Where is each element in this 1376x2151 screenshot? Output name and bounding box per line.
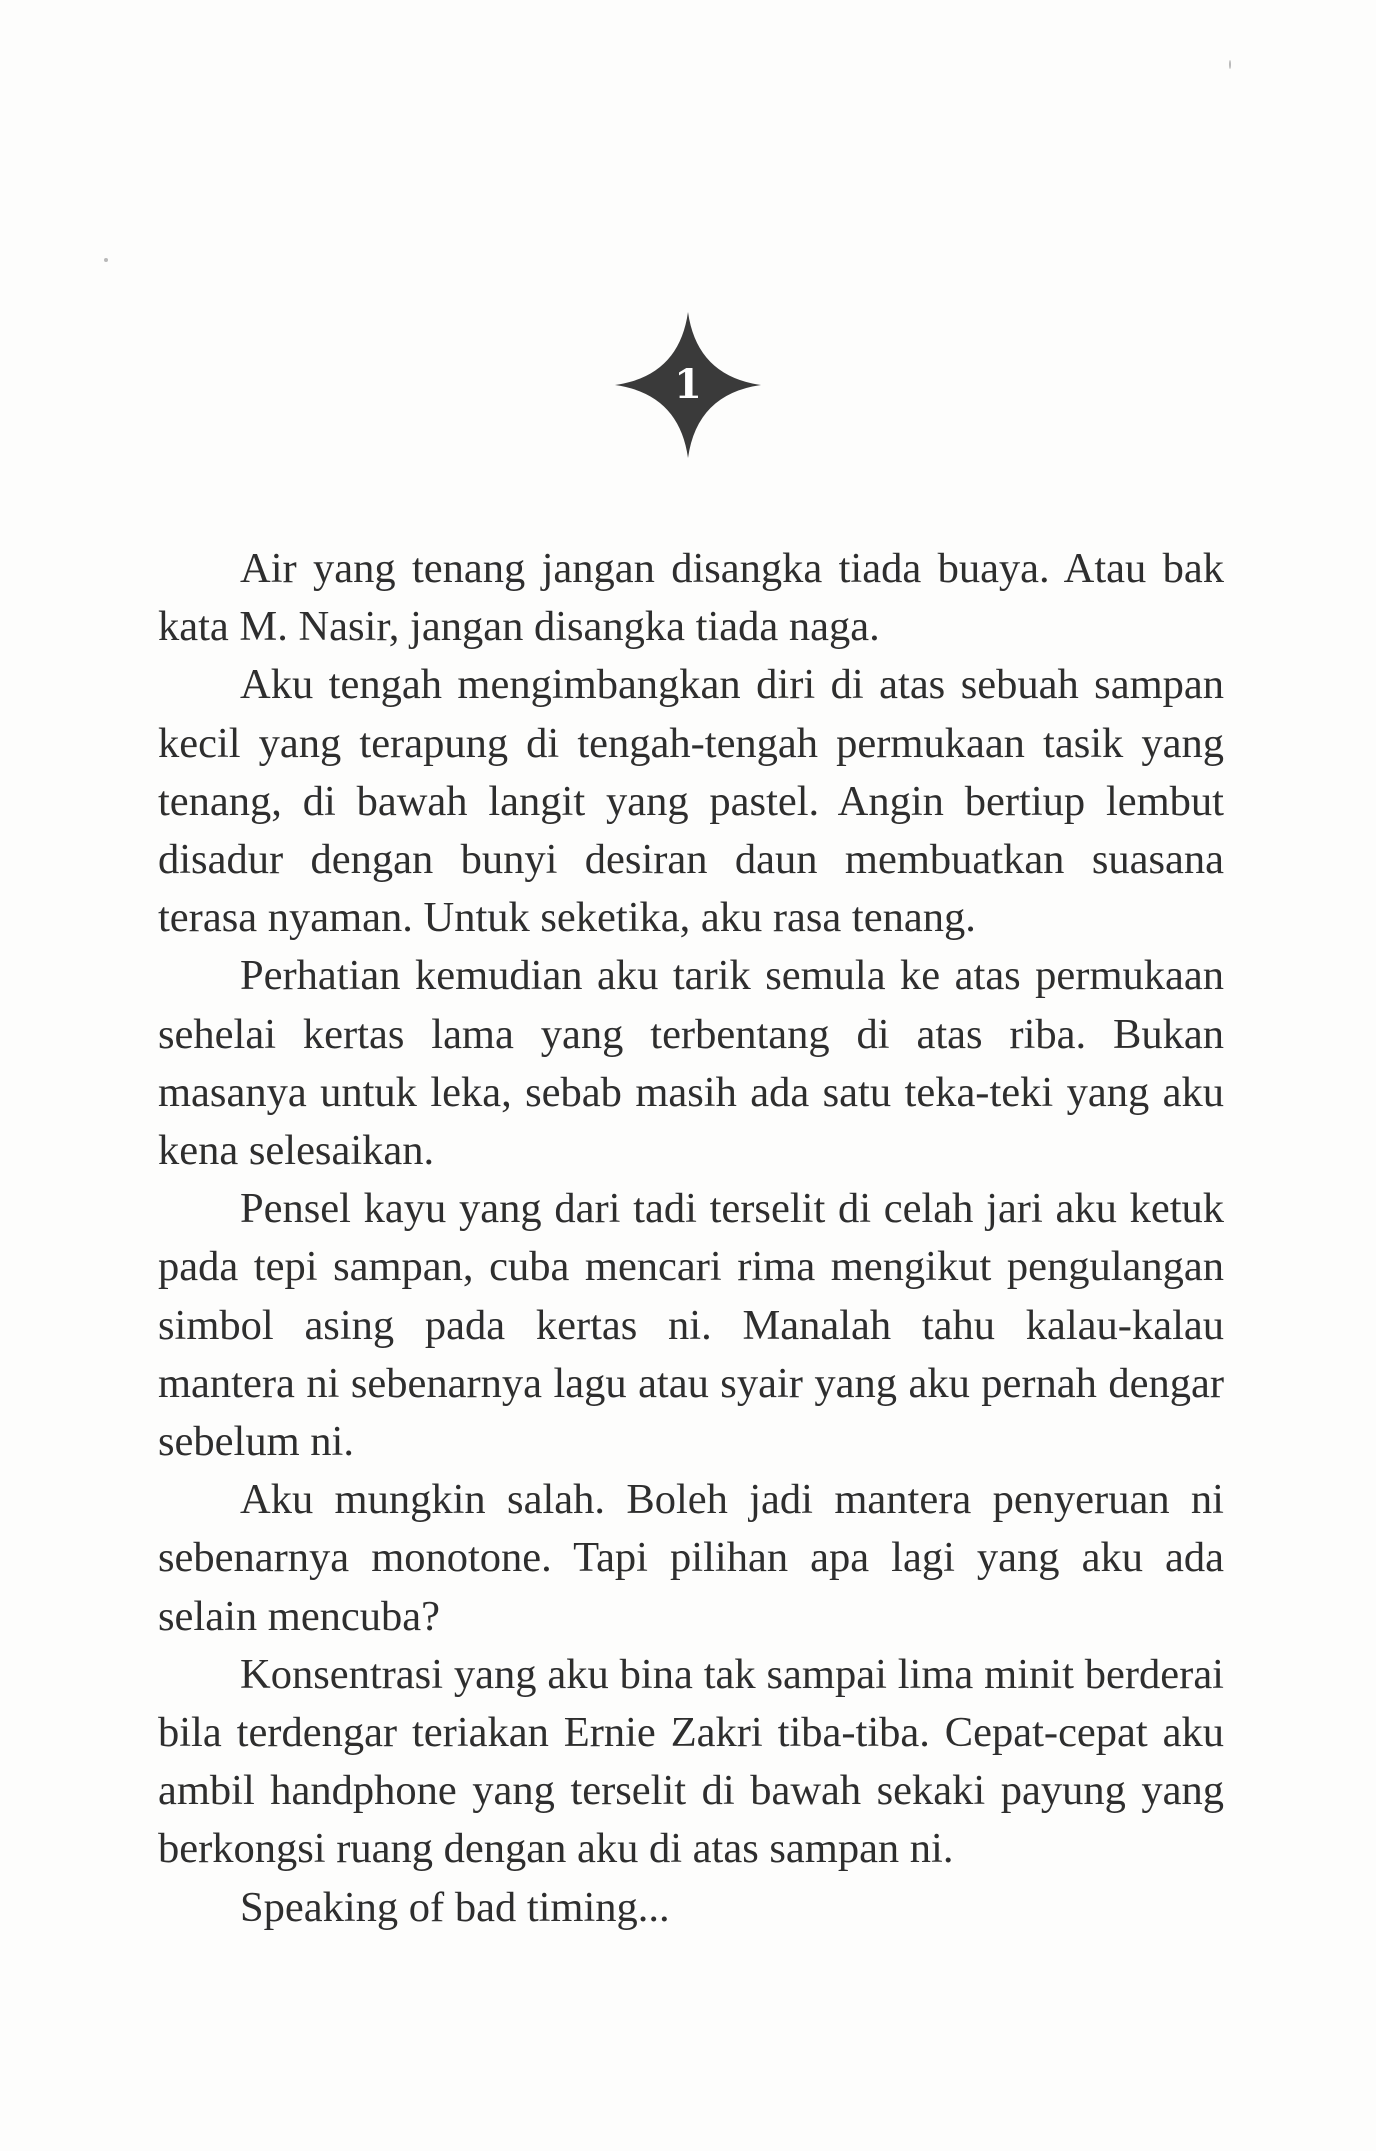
paragraph: Perhatian kemudian aku tarik semula ke atas permukaan sehelai kertas lama yang terbentang di atas riba. Bukan masanya untuk leka, sebab masih ada satu teka-teki yang aku kena selesaikan.	[158, 952, 1224, 1175]
scan-speck	[1229, 60, 1231, 69]
paragraph: Pensel kayu yang dari tadi terselit di celah jari aku ketuk pada tepi sampan, cuba mencari rima mengikut pengulangan simbol asing pada kertas ni. Manalah tahu kalau-kalau mantera ni sebenarnya lagu atau syair yang aku pernah dengar sebelum ni.	[158, 1185, 1224, 1466]
paragraph: Speaking of bad timing...	[240, 1883, 670, 1931]
paragraph: Aku tengah mengimbangkan diri di atas sebuah sampan kecil yang terapung di tengah-tengah permukaan tasik yang tenang, di bawah langit yang pastel. Angin bertiup lembut disadur dengan bunyi desiran daun membuatkan suasana terasa nyaman. Untuk seketika, aku rasa tenang.	[158, 661, 1224, 942]
chapter-ornament	[613, 310, 763, 460]
scan-speck	[104, 258, 108, 262]
chapter-body	[158, 540, 1224, 1937]
chapter-number: 1	[674, 361, 702, 408]
paragraph: Aku mungkin salah. Boleh jadi mantera penyeruan ni sebenarnya monotone. Tapi pilihan apa lagi yang aku ada selain mencuba?	[158, 1476, 1224, 1640]
paragraph: Konsentrasi yang aku bina tak sampai lima minit berderai bila terdengar teriakan Ernie Zakri tiba-tiba. Cepat-cepat aku ambil handphone yang terselit di bawah sekaki payung yang berkongsi ruang dengan aku di atas sampan ni.	[158, 1650, 1224, 1873]
paragraph: Air yang tenang jangan disangka tiada buaya. Atau bak kata M. Nasir, jangan disangka tiada naga.	[158, 545, 1224, 651]
